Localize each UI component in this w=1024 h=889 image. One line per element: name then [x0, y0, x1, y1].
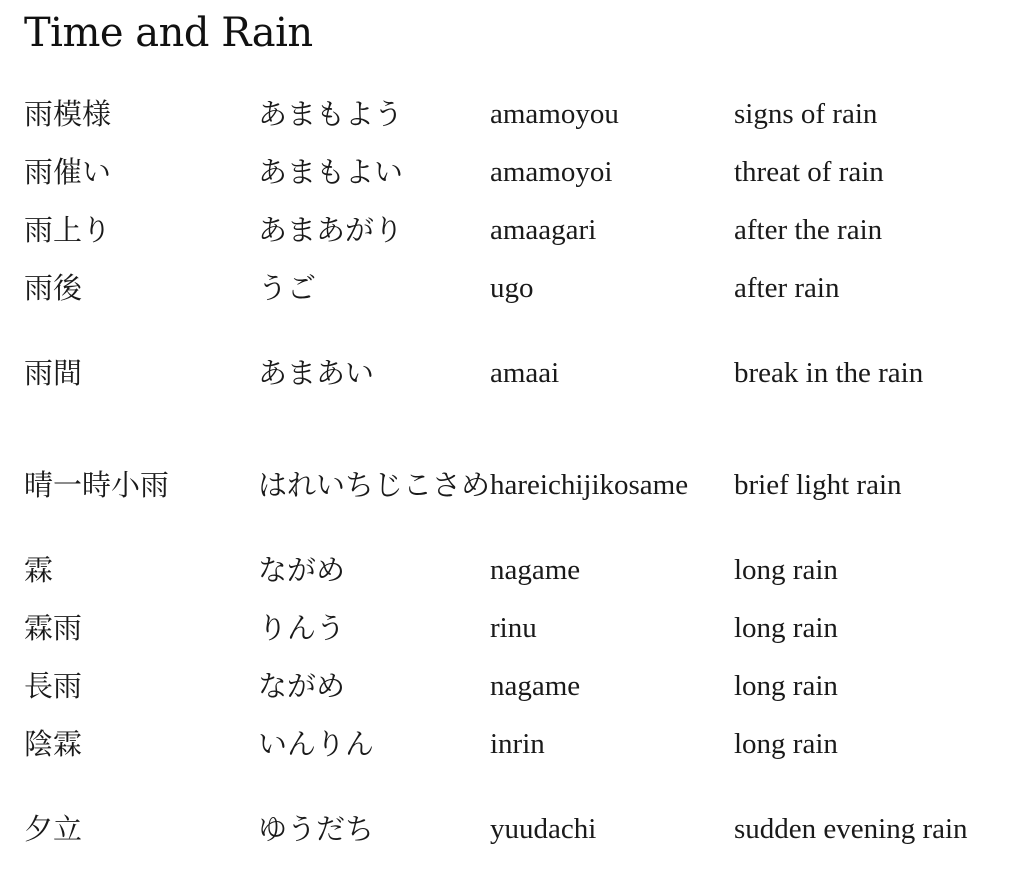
english-cell: long rain	[734, 727, 838, 760]
kana-cell: いんりん	[258, 726, 375, 761]
english-cell: brief light rain	[734, 468, 902, 501]
english-cell: after the rain	[734, 213, 883, 246]
kana-cell: あまあい	[258, 355, 375, 390]
table-row	[24, 85, 1014, 143]
kanji-cell: 雨模様	[24, 96, 112, 131]
kanji-cell: 夕立	[24, 811, 83, 846]
table-row	[24, 317, 1014, 429]
kanji-cell: 陰霖	[24, 726, 83, 761]
kanji-cell: 雨後	[24, 270, 83, 305]
article-section	[24, 0, 1014, 885]
table-row	[24, 657, 1014, 715]
romaji-cell: nagame	[490, 553, 581, 586]
vocabulary-table	[24, 85, 1014, 885]
kana-cell: あまもよう	[258, 96, 404, 131]
romaji-cell: ugo	[490, 271, 534, 304]
english-cell: signs of rain	[734, 97, 878, 130]
table-row	[24, 429, 1014, 541]
kana-cell: うご	[258, 270, 317, 305]
kanji-cell: 雨間	[24, 355, 83, 390]
english-cell: threat of rain	[734, 155, 884, 188]
table-row	[24, 599, 1014, 657]
romaji-cell: nagame	[490, 669, 581, 702]
kana-cell: ながめ	[258, 668, 346, 703]
english-cell: long rain	[734, 611, 838, 644]
table-row	[24, 541, 1014, 599]
kanji-cell: 晴一時小雨	[24, 467, 170, 502]
table-row	[24, 143, 1014, 201]
romaji-cell: rinu	[490, 611, 537, 644]
kanji-cell: 霖	[24, 552, 54, 587]
table-row	[24, 773, 1014, 885]
table-row	[24, 201, 1014, 259]
kanji-cell: 長雨	[24, 668, 83, 703]
table-row	[24, 259, 1014, 317]
kana-cell: ゆうだち	[258, 811, 375, 846]
kana-cell: ながめ	[258, 552, 346, 587]
romaji-cell: amamoyoi	[490, 155, 613, 188]
english-cell: long rain	[734, 553, 838, 586]
romaji-cell: inrin	[490, 727, 545, 760]
kanji-cell: 雨上り	[24, 212, 112, 247]
kana-cell: あまあがり	[258, 212, 404, 247]
english-cell: break in the rain	[734, 356, 924, 389]
romaji-cell: hareichijikosame	[490, 468, 689, 501]
kana-cell: あまもよい	[258, 154, 404, 189]
romaji-cell: amaagari	[490, 213, 597, 246]
section-title: Time and Rain	[24, 10, 313, 56]
romaji-cell: yuudachi	[490, 812, 597, 845]
english-cell: after rain	[734, 271, 840, 304]
romaji-cell: amaai	[490, 356, 560, 389]
kana-cell: はれいちじこさめ	[258, 467, 491, 502]
table-row	[24, 715, 1014, 773]
english-cell: long rain	[734, 669, 838, 702]
kanji-cell: 雨催い	[24, 154, 112, 189]
romaji-cell: amamoyou	[490, 97, 619, 130]
english-cell: sudden evening rain	[734, 812, 968, 845]
kanji-cell: 霖雨	[24, 610, 83, 645]
kana-cell: りんう	[258, 610, 346, 645]
